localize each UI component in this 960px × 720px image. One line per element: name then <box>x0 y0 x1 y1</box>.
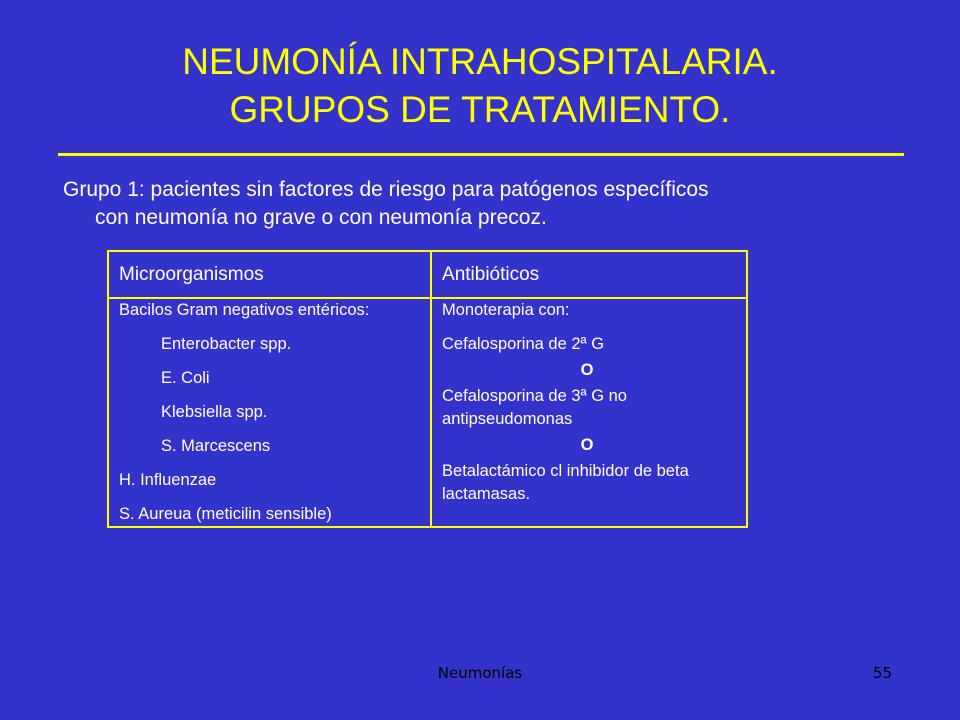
or-separator: O <box>580 436 594 454</box>
title-line-2: GRUPOS DE TRATAMIENTO. <box>229 89 731 130</box>
list-item: Cefalosporina de 2ª G <box>442 335 605 353</box>
intro-text <box>63 176 903 232</box>
title-line-1: NEUMONÍA INTRAHOSPITALARIA. <box>182 41 778 82</box>
page-number: 55 <box>873 664 893 682</box>
list-item: S. Marcescens <box>161 437 271 455</box>
list-item: Cefalosporina de 3ª G no antipseudomonas <box>442 387 627 428</box>
intro-line-1: Grupo 1: pacientes sin factores de riesgo para patógenos específicos <box>63 178 709 201</box>
list-item: Betalactámico cl inhibidor de beta lactamasas. <box>442 462 689 503</box>
intro-line-2: con neumonía no grave o con neumonía precoz. <box>95 206 547 229</box>
header-antibiotics: Antibióticos <box>431 251 747 298</box>
list-item: Enterobacter spp. <box>161 335 292 353</box>
footer-title: Neumonías <box>437 664 523 682</box>
list-item: E. Coli <box>161 369 210 387</box>
slide-title <box>60 38 900 134</box>
list-item: H. Influenzae <box>119 471 217 489</box>
title-divider <box>58 153 904 156</box>
list-item: Monoterapia con: <box>442 301 570 319</box>
table-header-row <box>108 251 747 298</box>
header-microorganisms: Microorganismos <box>108 251 431 298</box>
treatment-table <box>107 250 748 528</box>
or-separator: O <box>580 361 594 379</box>
list-item: S. Aureua (meticilin sensible) <box>119 505 332 523</box>
list-item: Klebsiella spp. <box>161 403 268 421</box>
microorganisms-cell <box>108 298 431 527</box>
list-item: Bacilos Gram negativos entéricos: <box>119 301 370 319</box>
antibiotics-cell <box>431 298 747 527</box>
table-row <box>108 298 747 527</box>
